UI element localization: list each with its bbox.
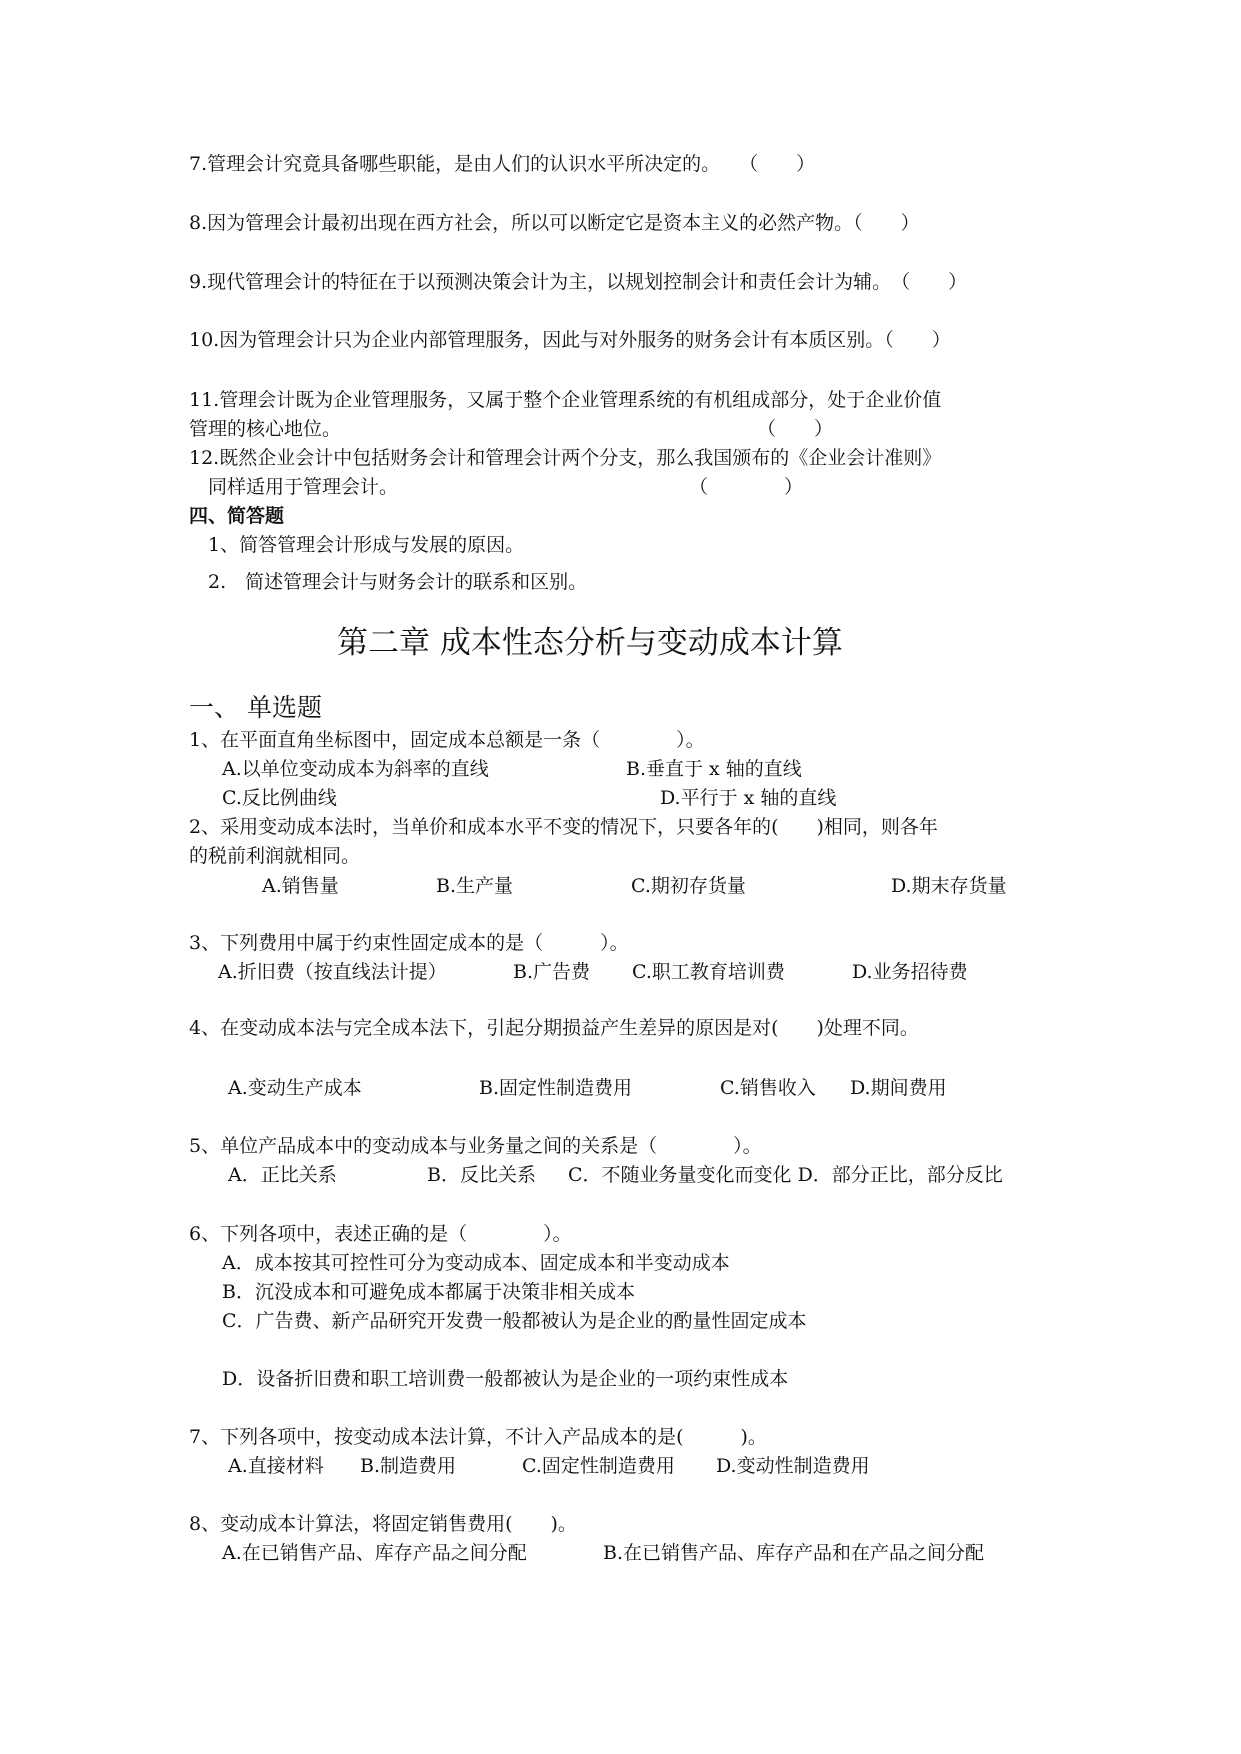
mc-q1-option-b: B.垂直于 x 轴的直线: [626, 758, 802, 780]
judgment-q7: 7.管理会计究竟具备哪些职能，是由人们的认识水平所决定的。 （ ）: [189, 153, 816, 175]
mc-q7-option-c: C.固定性制造费用: [522, 1455, 675, 1477]
mc-q5-option-cd: C．不随业务量变化而变化 D．部分正比，部分反比: [568, 1164, 1003, 1186]
judgment-q12-line2: 同样适用于管理会计。: [208, 476, 399, 498]
short-answer-q2: 2. 简述管理会计与财务会计的联系和区别。: [208, 571, 588, 593]
judgment-q12-answer-paren: （ ）: [689, 476, 804, 498]
mc-q1-option-a: A.以单位变动成本为斜率的直线: [222, 758, 489, 780]
mc-q1-option-d: D.平行于 x 轴的直线: [660, 787, 837, 809]
chapter-title: 第二章 成本性态分析与变动成本计算: [337, 625, 843, 661]
mc-q6-option-c: C．广告费、新产品研究开发费一般都被认为是企业的酌量性固定成本: [222, 1310, 807, 1332]
mc-q3-option-a: A.折旧费（按直线法计提）: [218, 961, 447, 983]
judgment-q12-line1: 12.既然企业会计中包括财务会计和管理会计两个分支，那么我国颁布的《企业会计准则》: [189, 447, 942, 469]
short-answer-q1: 1、简答管理会计形成与发展的原因。: [208, 534, 525, 556]
mc-q2-option-d: D.期末存货量: [891, 875, 1007, 897]
mc-q4-option-b: B.固定性制造费用: [479, 1077, 633, 1099]
mc-q2-option-b: B.生产量: [436, 875, 514, 897]
judgment-q11-line1: 11.管理会计既为企业管理服务，又属于整个企业管理系统的有机组成部分，处于企业价值: [189, 389, 942, 411]
mc-q6-option-a: A．成本按其可控性可分为变动成本、固定成本和半变动成本: [222, 1252, 730, 1274]
mc-q5: 5、单位产品成本中的变动成本与业务量之间的关系是（ ）。: [189, 1135, 762, 1157]
judgment-q10: 10.因为管理会计只为企业内部管理服务，因此与对外服务的财务会计有本质区别。（ ）: [189, 329, 951, 351]
mc-q6-option-d: D．设备折旧费和职工培训费一般都被认为是企业的一项约束性成本: [222, 1368, 789, 1390]
mc-q5-option-a: A．正比关系: [228, 1164, 337, 1186]
judgment-q8: 8.因为管理会计最初出现在西方社会，所以可以断定它是资本主义的必然产物。（ ）: [189, 212, 920, 234]
mc-q2-option-a: A.销售量: [262, 875, 339, 897]
mc-q3-option-b: B.广告费: [513, 961, 591, 983]
mc-q2-option-c: C.期初存货量: [631, 875, 746, 897]
mc-q7: 7、下列各项中，按变动成本法计算，不计入产品成本的是( )。: [189, 1426, 767, 1448]
mc-q2-line2: 的税前利润就相同。: [189, 845, 361, 867]
judgment-q11-answer-paren: （ ）: [757, 418, 834, 440]
mc-q1: 1、在平面直角坐标图中，固定成本总额是一条（ ）。: [189, 729, 705, 751]
mc-q7-option-b: B.制造费用: [360, 1455, 457, 1477]
mc-q4-option-c: C.销售收入: [720, 1077, 816, 1099]
mc-q4: 4、在变动成本法与完全成本法下，引起分期损益产生差异的原因是对( )处理不同。: [189, 1017, 919, 1039]
mc-q6-option-b: B．沉没成本和可避免成本都属于决策非相关成本: [222, 1281, 635, 1303]
mc-q3: 3、下列费用中属于约束性固定成本的是（ ）。: [189, 932, 629, 954]
mc-q4-option-a: A.变动生产成本: [228, 1077, 362, 1099]
mc-q8-option-b: B.在已销售产品、库存产品和在产品之间分配: [603, 1542, 985, 1564]
section-heading-single-choice: 一、 单选题: [189, 693, 322, 722]
mc-q7-option-d: D.变动性制造费用: [716, 1455, 870, 1477]
mc-q3-option-d: D.业务招待费: [852, 961, 968, 983]
judgment-q11-line2: 管理的核心地位。: [189, 418, 342, 440]
mc-q2-line1: 2、采用变动成本法时，当单价和成本水平不变的情况下，只要各年的( )相同，则各年: [189, 816, 938, 838]
mc-q7-option-a: A.直接材料: [228, 1455, 324, 1477]
mc-q3-option-c: C.职工教育培训费: [632, 961, 785, 983]
judgment-q9: 9.现代管理会计的特征在于以预测决策会计为主，以规划控制会计和责任会计为辅。 （ ）: [189, 271, 968, 293]
mc-q8-option-a: A.在已销售产品、库存产品之间分配: [222, 1542, 527, 1564]
mc-q6: 6、下列各项中，表述正确的是（ ）。: [189, 1223, 572, 1245]
short-answer-heading: 四、简答题: [189, 505, 285, 527]
mc-q1-option-c: C.反比例曲线: [222, 787, 337, 809]
mc-q4-option-d: D.期间费用: [850, 1077, 947, 1099]
mc-q5-option-b: B．反比关系: [427, 1164, 536, 1186]
mc-q8: 8、变动成本计算法，将固定销售费用( )。: [189, 1513, 577, 1535]
